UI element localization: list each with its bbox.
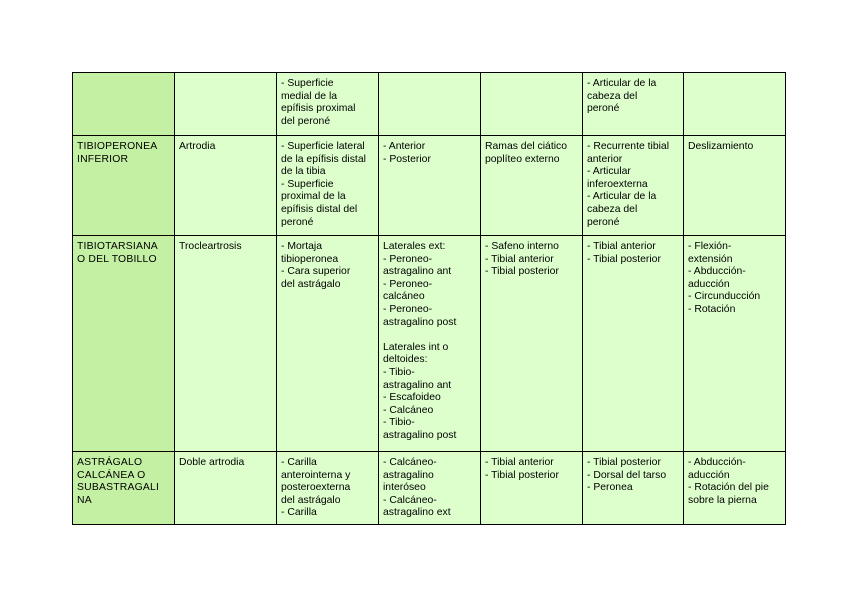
cell-text-line: - Carilla <box>281 457 317 468</box>
cell-text-line: CALCÁNEA O <box>77 469 146 481</box>
cell-text-line: Trocleartrosis <box>179 241 242 252</box>
cell-text-line: interóseo <box>383 482 426 494</box>
joints-table <box>72 72 786 525</box>
cell-text-line: aducción <box>688 469 730 481</box>
articular-surfaces-cell <box>277 136 379 236</box>
cell-text-line: - Tibial posterior <box>587 253 661 265</box>
cell-text-line: astragalino ext <box>383 507 451 519</box>
cell-text-line: Ramas del ciático <box>485 141 568 152</box>
joint-name-cell <box>73 236 175 452</box>
innervation-cell <box>481 136 583 236</box>
ligaments-cell <box>379 73 481 136</box>
cell-text-line: - Peroneo- <box>383 303 433 315</box>
cell-text-line: - Circunducción <box>688 291 761 303</box>
articular-surfaces-cell <box>277 73 379 136</box>
cell-text-line: - Posterior <box>383 153 431 165</box>
innervation-cell <box>481 236 583 452</box>
cell-text-line: inferoexterna <box>587 178 648 190</box>
articular-surfaces-cell <box>277 236 379 452</box>
cell-text-line: epífisis distal del <box>281 203 358 215</box>
innervation-cell <box>481 452 583 525</box>
cell-text-line: - Tibial posterior <box>485 266 559 278</box>
cell-text-line: O DEL TOBILLO <box>77 253 157 265</box>
joint-name-cell <box>73 136 175 236</box>
joint-type-cell <box>175 73 277 136</box>
cell-text-line: anterior <box>587 153 623 165</box>
cell-text-line: cabeza del <box>587 203 638 215</box>
joint-type-cell <box>175 136 277 236</box>
cell-text-line: aducción <box>688 278 730 290</box>
cell-text-line: - Rotación <box>688 303 736 315</box>
joint-type-cell <box>175 452 277 525</box>
cell-text-line: - Tibial posterior <box>485 469 559 481</box>
joint-type-cell <box>175 236 277 452</box>
cell-text-line: - Peroneo- <box>383 253 433 265</box>
cell-text-line: - Abducción- <box>688 266 746 278</box>
cell-text-line: cabeza del <box>587 90 638 102</box>
cell-text-line: SUBASTRAGALI <box>77 482 160 494</box>
cell-text-line: - Cara superior <box>281 266 351 278</box>
cell-text-line: - Flexión- <box>688 241 732 252</box>
cell-text-line: - Articular <box>587 166 631 178</box>
cell-text-line: de la tibia <box>281 166 326 178</box>
cell-text-line: - Dorsal del tarso <box>587 469 667 481</box>
cell-text-line: posteroexterna <box>281 482 351 494</box>
cell-text-line: - Tibial anterior <box>587 241 656 252</box>
cell-spacer <box>383 329 477 342</box>
movements-cell <box>684 73 786 136</box>
cell-text-line: peroné <box>587 103 620 115</box>
cell-text-line: - Carilla <box>281 507 317 519</box>
articular-surfaces-cell <box>277 452 379 525</box>
cell-text-line: - Abducción- <box>688 457 746 468</box>
cell-text-line: INFERIOR <box>77 153 129 165</box>
cell-text-line: astragalino <box>383 469 434 481</box>
cell-text-line: astragalino ant <box>383 266 452 278</box>
cell-text-line: peroné <box>281 216 314 228</box>
cell-text-line: - Recurrente tibial <box>587 141 670 152</box>
table-row <box>73 136 786 236</box>
table-row <box>73 73 786 136</box>
cell-text-line: - Rotación del pie <box>688 482 769 494</box>
ligaments-cell <box>379 236 481 452</box>
cell-text-line: Laterales int o <box>383 341 449 353</box>
cell-text-line: Deslizamiento <box>688 141 754 152</box>
movements-cell <box>684 136 786 236</box>
cell-text-line: epífisis proximal <box>281 103 356 115</box>
cell-text-line: deltoides: <box>383 354 428 366</box>
cell-text-line: - Escafoideo <box>383 392 441 404</box>
cell-text-line: Artrodia <box>179 141 216 152</box>
cell-text-line: - Mortaja <box>281 241 322 252</box>
cell-text-line: NA <box>77 494 92 506</box>
cell-text-line: - Tibial anterior <box>485 457 554 468</box>
ligaments-cell <box>379 452 481 525</box>
cell-text-line: astragalino post <box>383 429 457 441</box>
movements-cell <box>684 452 786 525</box>
cell-text-line: proximal de la <box>281 191 346 203</box>
vascularization-cell <box>583 236 684 452</box>
cell-text-line: - Superficie <box>281 178 334 190</box>
cell-text-line: - Articular de la <box>587 78 657 89</box>
cell-text-line: - Tibio- <box>383 417 415 429</box>
cell-text-line: de la epífisis distal <box>281 153 366 165</box>
cell-text-line: TIBIOTARSIANA <box>77 241 158 252</box>
table-row <box>73 452 786 525</box>
cell-text-line: - Peroneo- <box>383 278 433 290</box>
cell-text-line: - Safeno interno <box>485 241 559 252</box>
cell-text-line: extensión <box>688 253 733 265</box>
cell-text-line: - Superficie lateral <box>281 141 365 152</box>
vascularization-cell <box>583 136 684 236</box>
innervation-cell <box>481 73 583 136</box>
cell-text-line: tibioperonea <box>281 253 339 265</box>
cell-text-line: sobre la pierna <box>688 494 757 506</box>
cell-text-line: del astrágalo <box>281 494 341 506</box>
cell-text-line: del astrágalo <box>281 278 341 290</box>
cell-text-line: - Articular de la <box>587 191 657 203</box>
cell-text-line: medial de la <box>281 90 338 102</box>
cell-text-line: - Calcáneo- <box>383 457 437 468</box>
joint-name-cell <box>73 73 175 136</box>
cell-text-line: - Tibio- <box>383 366 415 378</box>
cell-text-line: anterointerna y <box>281 469 351 481</box>
cell-text-line: - Anterior <box>383 141 426 152</box>
cell-text-line: - Calcáneo- <box>383 494 437 506</box>
joint-name-cell <box>73 452 175 525</box>
vascularization-cell <box>583 73 684 136</box>
cell-text-line: calcáneo <box>383 291 425 303</box>
cell-text-line: - Superficie <box>281 78 334 89</box>
cell-text-line: peroné <box>587 216 620 228</box>
movements-cell <box>684 236 786 452</box>
cell-text-line: - Calcáneo <box>383 404 434 416</box>
cell-text-line: del peroné <box>281 115 331 127</box>
table-row <box>73 236 786 452</box>
cell-text-line: astragalino post <box>383 316 457 328</box>
cell-text-line: ASTRÁGALO <box>77 457 143 468</box>
vascularization-cell <box>583 452 684 525</box>
cell-text-line: - Tibial posterior <box>587 457 661 468</box>
cell-text-line: Doble artrodia <box>179 457 245 468</box>
cell-text-line: poplíteo externo <box>485 153 560 165</box>
cell-text-line: - Peronea <box>587 482 633 494</box>
ligaments-cell <box>379 136 481 236</box>
cell-text-line: TIBIOPERONEA <box>77 141 158 152</box>
cell-text-line: astragalino ant <box>383 379 452 391</box>
cell-text-line: - Tibial anterior <box>485 253 554 265</box>
cell-text-line: Laterales ext: <box>383 241 446 252</box>
